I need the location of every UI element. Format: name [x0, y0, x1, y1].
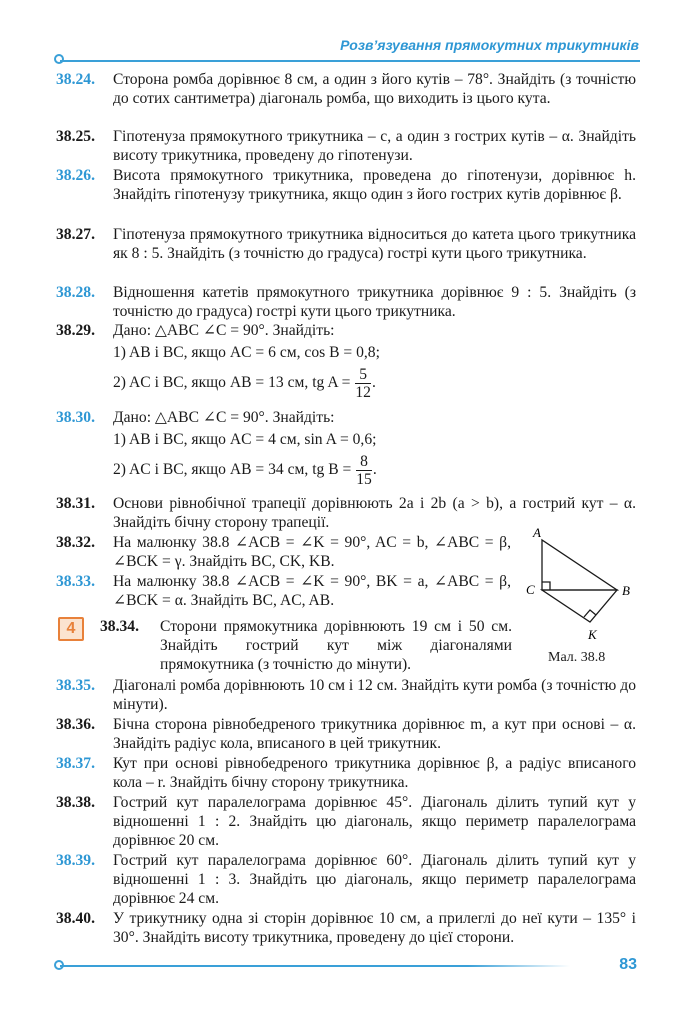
- page-number: 83: [619, 956, 637, 973]
- problem-text: На малюнку 38.8 ∠ACB = ∠K = 90°, BK = a, ∠ABC = β, ∠BCK = α. Знайдіть BC, AC, AB.: [113, 573, 511, 609]
- problem-text: Відношення катетів прямокутного трикутника дорівнює 9 : 5. Знайдіть (з точністю до градуса) гострі кути цього трикутника.: [113, 284, 636, 320]
- problem-38-30: [56, 408, 636, 488]
- problem-text: Гострий кут паралелограма дорівнює 45°. Діагональ ділить тупий кут у відношенні 1 : 2. Знайдіть цю діагональ, якщо периметр паралелограма дорівнює 20 см.: [113, 794, 636, 849]
- label-a: A: [533, 525, 541, 540]
- problem-number: 38.28.: [56, 284, 95, 301]
- problem-text: У трикутнику одна зі сторін дорівнює 10 см, а прилеглі до неї кути – 135° і 30°. Знайдіть висоту трикутника, проведену до цієї сторони.: [113, 910, 636, 946]
- section-title: Розв’язування прямокутних трикутників: [340, 37, 639, 53]
- fraction-numerator: 8: [356, 453, 372, 471]
- problem-line-text: 2) AC і BC, якщо AB = 13 см, tg A =: [113, 374, 351, 392]
- problem-number: 38.40.: [56, 910, 95, 927]
- problem-number: 38.25.: [56, 128, 95, 145]
- problem-38-40: [56, 909, 636, 947]
- problem-38-34: [100, 617, 512, 674]
- problem-number: 38.38.: [56, 794, 95, 811]
- problem-number: 38.26.: [56, 167, 95, 184]
- right-angle-mark-k: [584, 610, 596, 617]
- problem-text: На малюнку 38.8 ∠ACB = ∠K = 90°, AC = b, ∠ABC = β, ∠BCK = γ. Знайдіть BC, CK, KB.: [113, 534, 511, 570]
- header-dot: [54, 54, 64, 64]
- triangle-abc: [542, 540, 617, 590]
- fraction-denominator: 12: [355, 384, 371, 401]
- problem-38-28: [56, 283, 636, 321]
- problem-38-36: [56, 715, 636, 753]
- fraction-denominator: 15: [356, 471, 372, 488]
- problem-line: Дано: △ABC ∠C = 90°. Знайдіть:: [113, 409, 335, 426]
- problem-38-38: [56, 793, 636, 850]
- problem-number: 38.36.: [56, 716, 95, 733]
- fraction: [355, 366, 371, 401]
- problem-text: Гіпотенуза прямокутного трикутника – c, а один з гострих кутів – α. Знайдіть висоту трикутника, проведену до гіпотенузи.: [113, 128, 636, 164]
- problem-38-25: [56, 127, 636, 165]
- label-k: K: [588, 627, 597, 642]
- problem-text: Бічна сторона рівнобедреного трикутника дорівнює m, а кут при основі – α. Знайдіть радіус кола, вписаного в цей трикутник.: [113, 716, 636, 752]
- problem-text: Гіпотенуза прямокутного трикутника відноситься до катета цього трикутника як 8 : 5. Знайдіть (з точністю до градуса) гострі кути цього трикутника.: [113, 226, 636, 262]
- triangle-bck: [542, 590, 617, 622]
- problem-number: 38.31.: [56, 495, 95, 512]
- problem-number: 38.29.: [56, 322, 95, 339]
- problem-number: 38.32.: [56, 534, 95, 551]
- difficulty-badge: 4: [58, 617, 84, 641]
- problem-line-text: 2) AC і BC, якщо AB = 34 см, tg B =: [113, 461, 352, 479]
- problem-number: 38.30.: [56, 409, 95, 426]
- problem-38-26: [56, 166, 636, 204]
- problem-text: Гострий кут паралелограма дорівнює 60°. Діагональ ділить тупий кут у відношенні 1 : 3. Знайдіть цю діагональ, якщо периметр паралелограма дорівнює 24 см.: [113, 852, 636, 907]
- problem-38-24: [56, 70, 636, 108]
- problem-text: Сторона ромба дорівнює 8 см, а один з його кутів – 78°. Знайдіть (з точністю до сотих сантиметра) діагональ ромба, що виходить із цього кута.: [113, 71, 636, 107]
- problem-number: 38.33.: [56, 573, 95, 590]
- problem-38-32: [56, 533, 511, 571]
- figure-caption: Мал. 38.8: [548, 650, 606, 665]
- footer-rule: [60, 965, 570, 967]
- problem-line: 2) AC і BC, якщо AB = 34 см, tg B = $\frac{8}{15}$ .: [113, 453, 377, 488]
- label-c: C: [526, 582, 535, 597]
- problem-line: Дано: △ABC ∠C = 90°. Знайдіть:: [113, 322, 335, 339]
- problem-number: 38.34.: [100, 618, 139, 635]
- fraction: [356, 453, 372, 488]
- header-rule: [60, 60, 640, 62]
- figure-38-8: [522, 525, 642, 665]
- problem-38-27: [56, 225, 636, 263]
- problem-number: 38.27.: [56, 226, 95, 243]
- problem-line: 2) AC і BC, якщо AB = 13 см, tg A = $\frac{5}{12}$ .: [113, 366, 376, 401]
- problem-line: 1) AB і BC, якщо AC = 6 см, cos B = 0,8;: [113, 344, 380, 361]
- problem-text: Кут при основі рівнобедреного трикутника дорівнює β, а радіус вписаного кола – r. Знайдіть бічну сторону трикутника.: [113, 755, 636, 791]
- problem-38-29: [56, 321, 636, 401]
- problem-text: Основи рівнобічної трапеції дорівнюють 2a і 2b (a > b), а гострий кут – α. Знайдіть бічну сторону трапеції.: [113, 495, 636, 531]
- problem-text: Висота прямокутного трикутника, проведена до гіпотенузи, дорівнює h. Знайдіть гіпотенузу трикутника, якщо один з його гострих кутів дорівнює β.: [113, 167, 636, 203]
- problem-line: 1) AB і BC, якщо AC = 4 см, sin A = 0,6;: [113, 431, 377, 448]
- problem-number: 38.35.: [56, 677, 95, 694]
- problem-number: 38.24.: [56, 71, 95, 88]
- fraction-numerator: 5: [355, 366, 371, 384]
- problem-text: Сторони прямокутника дорівнюють 19 см і 50 см. Знайдіть гострий кут між діагоналями прямокутника (з точністю до мінути).: [160, 618, 512, 673]
- label-b: B: [622, 583, 630, 598]
- problem-38-35: [56, 676, 636, 714]
- problem-number: 38.39.: [56, 852, 95, 869]
- problem-number: 38.37.: [56, 755, 95, 772]
- problem-38-37: [56, 754, 636, 792]
- right-angle-mark-c: [542, 582, 550, 590]
- problem-38-39: [56, 851, 636, 908]
- problem-text: Діагоналі ромба дорівнюють 10 см і 12 см. Знайдіть кути ромба (з точністю до мінути).: [113, 677, 636, 713]
- problem-38-33: [56, 572, 511, 610]
